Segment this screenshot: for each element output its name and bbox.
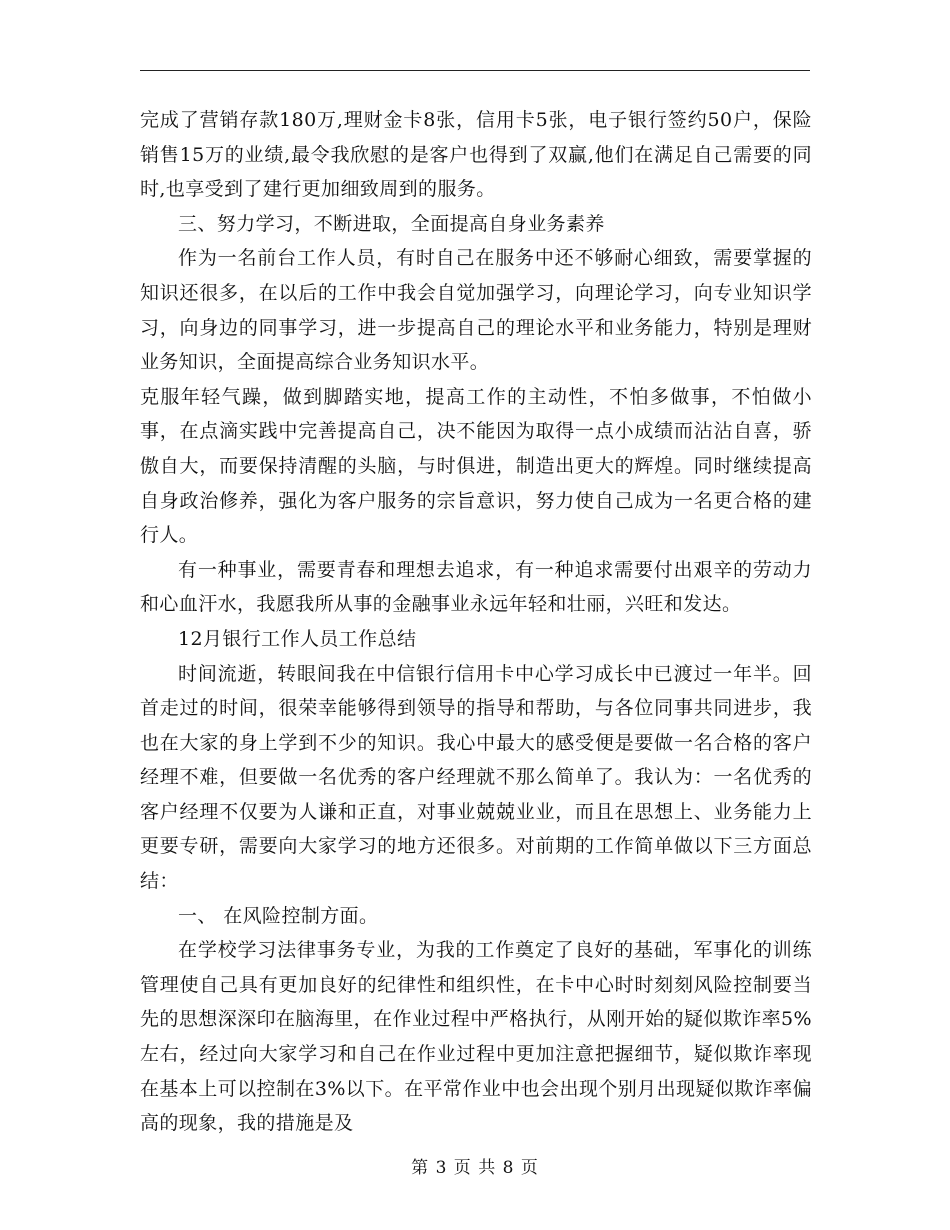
paragraph-9: 在学校学习法律事务专业，为我的工作奠定了良好的基础，军事化的训练管理使自己具有更加良好的纪律性和组织性，在卡中心时时刻刻风险控制要当先的思想深深印在脑海里，在作业过程中严格执行，从刚开始的疑似欺诈率5%左右，经过向大家学习和自己在作业过程中更加注意把握细节，疑似欺诈率现在基本上可以控制在3%以下。在平常作业中也会出现个别月出现疑似欺诈率偏高的现象，我的措施是及 [140, 939, 812, 1135]
header-rule [140, 70, 810, 71]
paragraph-1: 完成了营销存款180万,理财金卡8张，信用卡5张，电子银行签约50户，保险销售15万的业绩,最令我欣慰的是客户也得到了双赢,他们在满足自己需要的同时,也享受到了建行更加细致周到的服务。 [140, 109, 812, 201]
document-title: 12月银行工作人员工作总结 [178, 627, 417, 650]
paragraph-3: 作为一名前台工作人员，有时自己在服务中还不够耐心细致，需要掌握的知识还很多，在以后的工作中我会自觉加强学习，向理论学习，向专业知识学习，向身边的同事学习，进一步提高自己的理论水平和业务能力，特别是理财业务知识，全面提高综合业务知识水平。 [140, 247, 812, 374]
section-heading-3: 三、努力学习，不断进取，全面提高自身业务素养 [178, 212, 605, 235]
section-heading-1: 一、 在风险控制方面。 [178, 904, 379, 927]
page-number: 第 3 页 共 8 页 [411, 1158, 539, 1178]
paragraph-7: 时间流逝，转眼间我在中信银行信用卡中心学习成长中已渡过一年半。回首走过的时间，很荣幸能够得到领导的指导和帮助，与各位同事共同进步，我也在大家的身上学到不少的知识。我心中最大的感受便是要做一名合格的客户经理不难，但要做一名优秀的客户经理就不那么简单了。我认为：一名优秀的客户经理不仅要为人谦和正直，对事业兢兢业业，而且在思想上、业务能力上更要专研，需要向大家学习的地方还很多。对前期的工作简单做以下三方面总结： [140, 662, 812, 893]
document-body [140, 103, 812, 1141]
paragraph-5: 有一种事业，需要青春和理想去追求，有一种追求需要付出艰辛的劳动力和心血汗水，我愿我所从事的金融事业永远年轻和壮丽，兴旺和发达。 [140, 558, 812, 616]
paragraph-4: 克服年轻气躁，做到脚踏实地，提高工作的主动性，不怕多做事，不怕做小事，在点滴实践中完善提高自己，决不能因为取得一点小成绩而沾沾自喜，骄傲自大，而要保持清醒的头脑，与时俱进，制造出更大的辉煌。同时继续提高自身政治修养，强化为客户服务的宗旨意识，努力使自己成为一名更合格的建行人。 [140, 385, 812, 547]
